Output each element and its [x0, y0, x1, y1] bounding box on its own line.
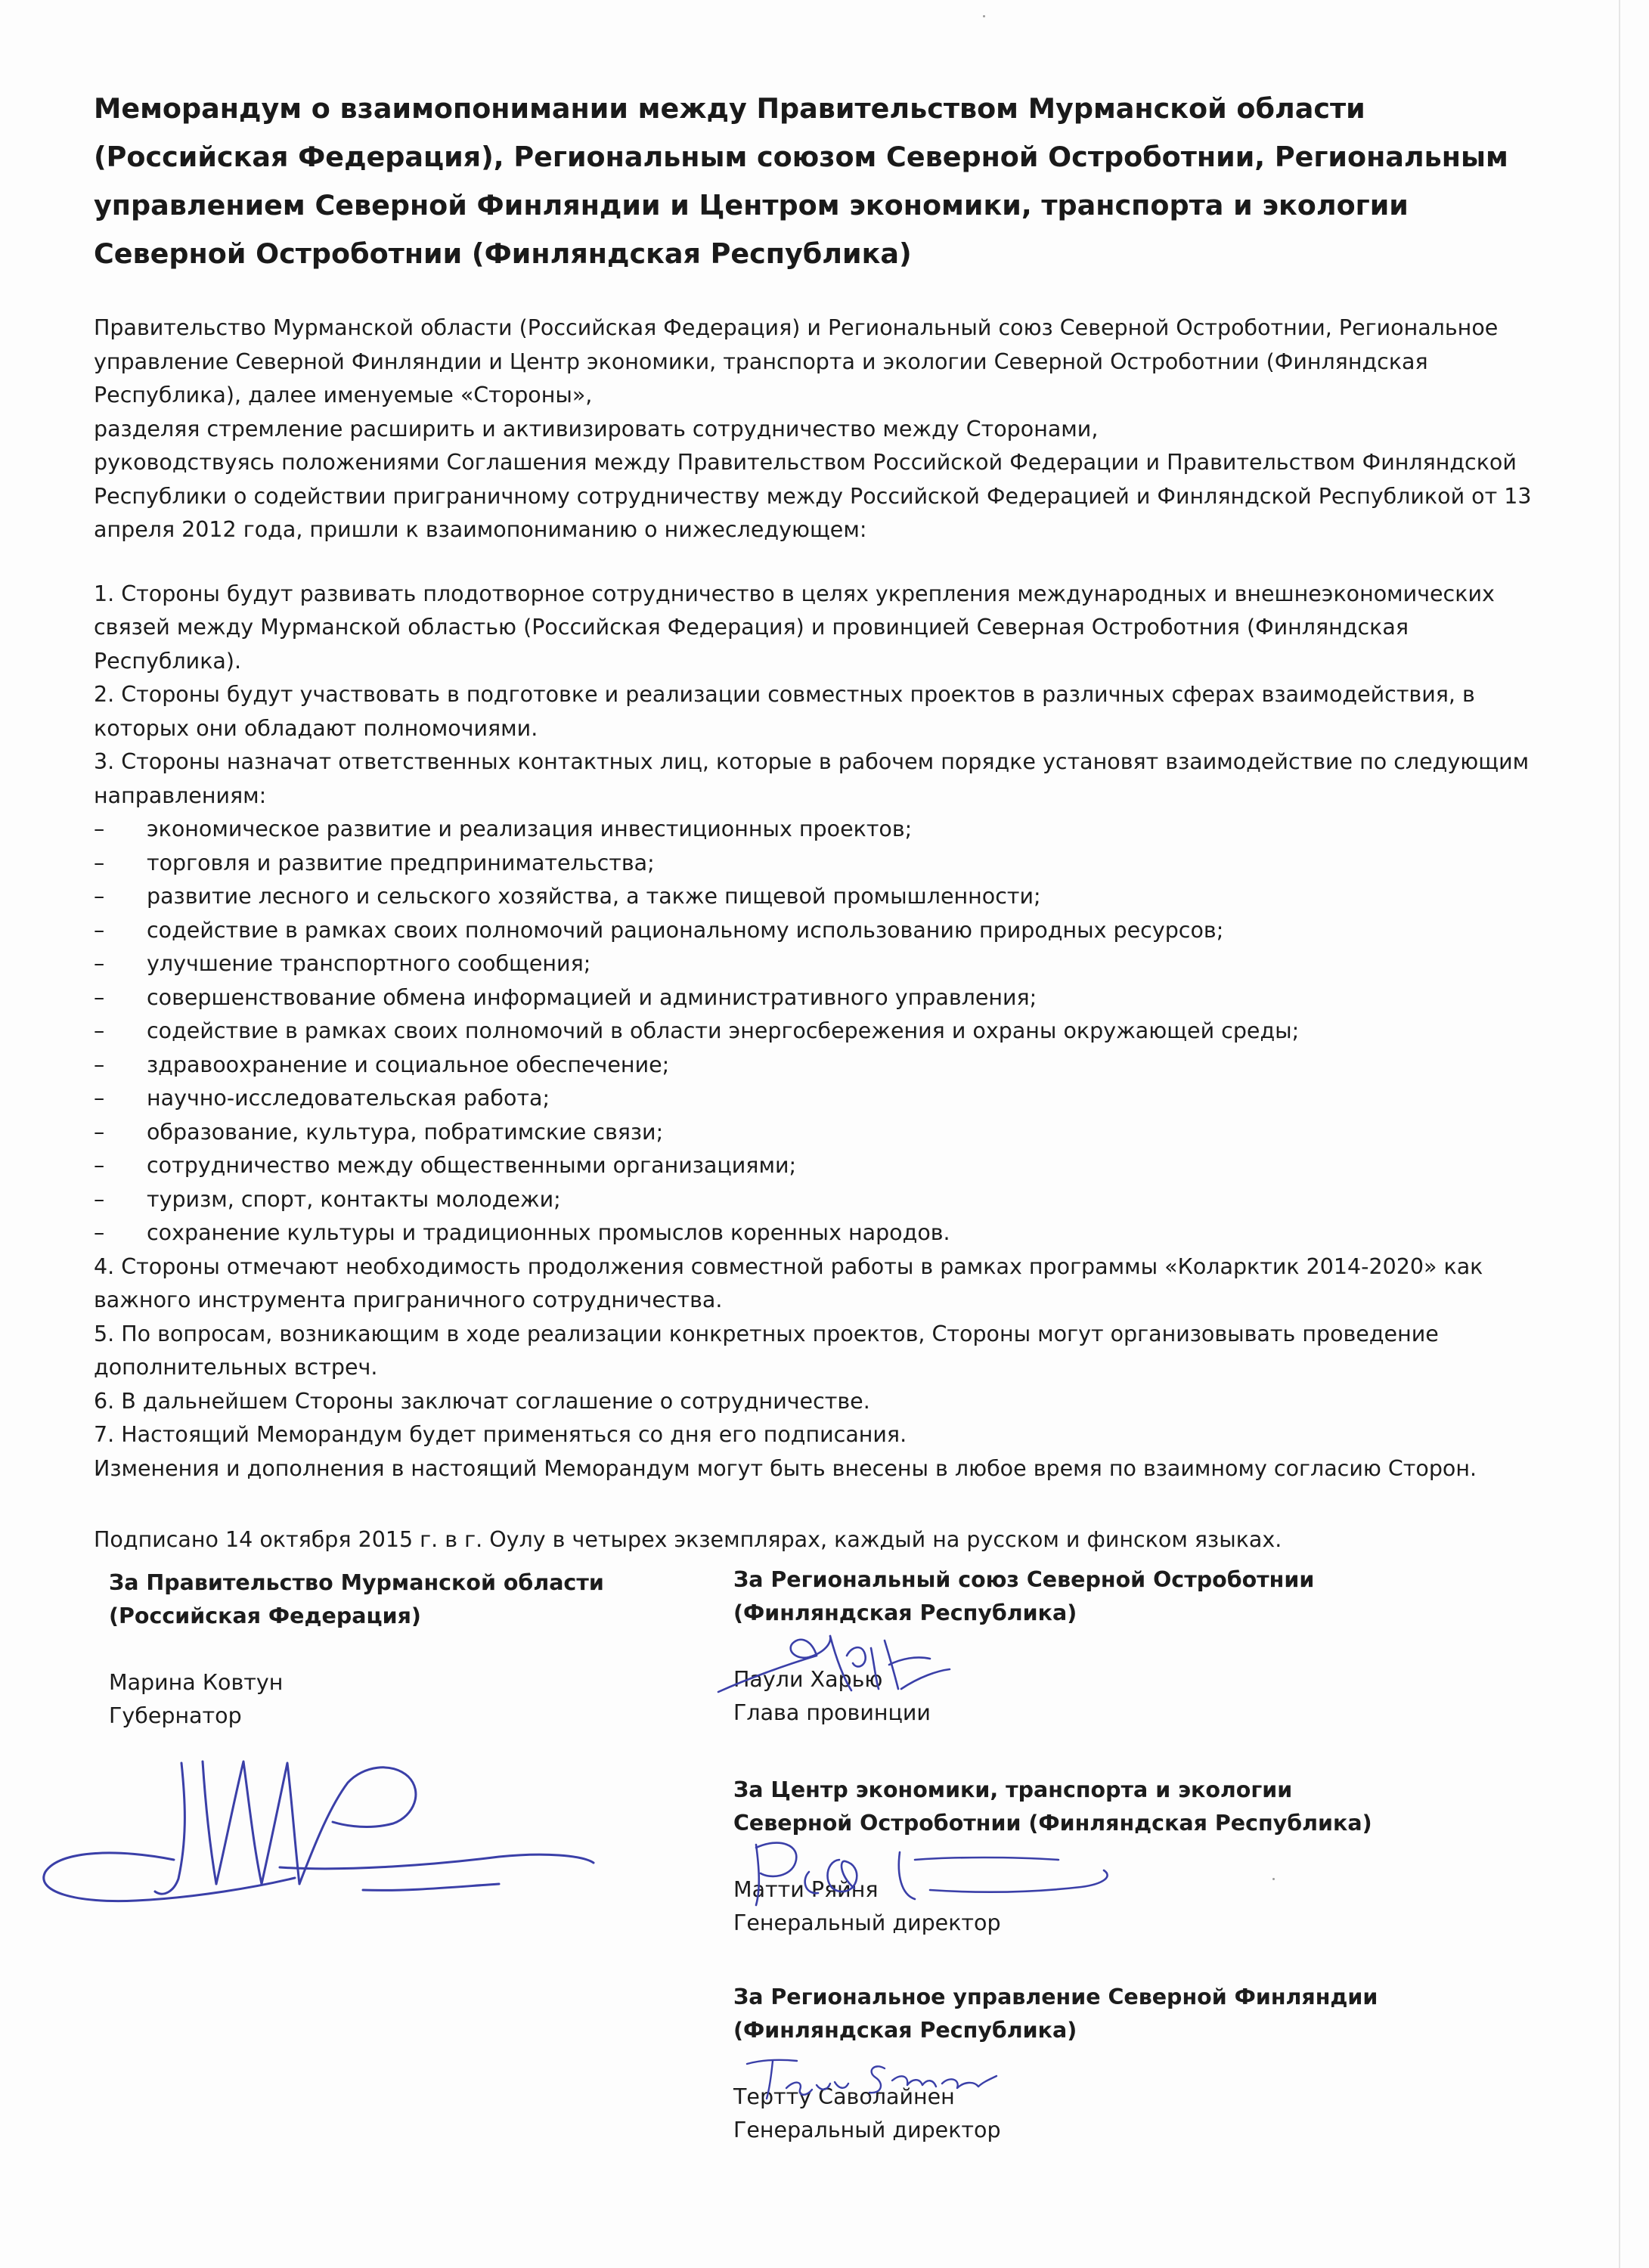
list-item: – торговля и развитие предпринимательства; — [94, 850, 655, 875]
preamble — [94, 311, 1553, 547]
list-item: – сохранение культуры и традиционных промыслов коренных народов. — [94, 1220, 950, 1245]
list-item: – сотрудничество между общественными организациями; — [94, 1153, 797, 1178]
scan-speck — [983, 15, 985, 17]
preamble-basis: руководствуясь положениями Соглашения между Правительством Российской Федерации и Правительством Финляндской Республики о содействии приграничному сотрудничеству между Российской Федерацией и Финляндской Республикой от 13 апреля 2012 года, пришли к взаимопониманию о нижеследующем: — [94, 450, 1532, 542]
list-item: – улучшение транспортного сообщения; — [94, 951, 591, 976]
signatory-name: Паули Харью — [733, 1667, 883, 1692]
clause-5: 5. По вопросам, возникающим в ходе реализации конкретных проектов, Стороны могут организовывать проведение дополнительных встреч. — [94, 1321, 1439, 1380]
signatory-position: Генеральный директор — [733, 1910, 1001, 1935]
clause-7: 7. Настоящий Меморандум будет применяться со дня его подписания. — [94, 1422, 907, 1447]
signatory-header: Северной Остроботнии (Финляндская Республика) — [733, 1811, 1372, 1836]
signing-note: Подписано 14 октября 2015 г. в г. Оулу в четырех экземплярах, каждый на русском и финском языках. — [94, 1527, 1282, 1552]
signatory-header: За Правительство Мурманской области — [109, 1570, 604, 1595]
handwritten-signature-raynya — [726, 1830, 1134, 1913]
signatory-header: (Финляндская Республика) — [733, 1600, 1077, 1625]
handwritten-signature-savolainen — [733, 2046, 1006, 2106]
signatory-header: (Финляндская Республика) — [733, 2018, 1077, 2043]
signatory-position: Губернатор — [109, 1703, 242, 1728]
list-item: – туризм, спорт, контакты молодежи; — [94, 1186, 561, 1212]
list-item: – содействие в рамках своих полномочий в области энергосбережения и охраны окружающей среды; — [94, 1018, 1300, 1043]
amendments-clause: Изменения и дополнения в настоящий Меморандум могут быть внесены в любое время по взаимному согласию Сторон. — [94, 1455, 1477, 1481]
handwritten-signature-harju — [703, 1625, 953, 1709]
signatory-position: Генеральный директор — [733, 2118, 1001, 2143]
handwritten-signature-kovtun — [30, 1716, 605, 1913]
clause-4: 4. Стороны отмечают необходимость продолжения совместной работы в рамках программы «Коларктик 2014-2020» как важного инструмента приграничного сотрудничества. — [94, 1253, 1483, 1312]
signatory-name: Матти Ряйня — [733, 1877, 879, 1902]
clause-3: 3. Стороны назначат ответственных контактных лиц, которые в рабочем порядке установят взаимодействие по следующим направлениям: — [94, 749, 1530, 808]
list-item: – образование, культура, побратимские связи; — [94, 1119, 664, 1145]
cooperation-areas-list — [94, 813, 1553, 1250]
document-body — [94, 85, 1553, 1557]
signatory-header: (Российская Федерация) — [109, 1603, 421, 1628]
clause-1: 1. Стороны будут развивать плодотворное сотрудничество в целях укрепления международных и внешнеэкономических связей между Мурманской областью (Российская Федерация) и провинцией Северная Остроботния (Финляндская Республика). — [94, 581, 1495, 674]
list-item: – совершенствование обмена информацией и административного управления; — [94, 984, 1037, 1010]
clause-6: 6. В дальнейшем Стороны заключат соглашение о сотрудничестве. — [94, 1388, 870, 1414]
signatory-header: За Центр экономики, транспорта и экологии — [733, 1777, 1293, 1802]
scan-edge — [1619, 0, 1620, 2268]
signatory-murmansk — [109, 1566, 604, 1733]
signatory-header: За Региональное управление Северной Финляндии — [733, 1984, 1378, 2009]
list-item: – экономическое развитие и реализация инвестиционных проектов; — [94, 816, 913, 841]
list-item: – научно-исследовательская работа; — [94, 1086, 550, 1111]
list-item: – содействие в рамках своих полномочий рациональному использованию природных ресурсов; — [94, 917, 1224, 943]
signatory-name: Марина Ковтун — [109, 1670, 284, 1695]
signatory-position: Глава провинции — [733, 1700, 931, 1725]
signatory-header: За Региональный союз Северной Остроботнии — [733, 1567, 1315, 1592]
clause-2: 2. Стороны будут участвовать в подготовке и реализации совместных проектов в различных сферах взаимодействия, в которых они обладают полномочиями. — [94, 682, 1475, 741]
document-title: Меморандум о взаимопонимании между Правительством Мурманской области (Российская Федерация), Региональным союзом Северной Остроботнии, Региональным управлением Северной Финляндии и Центром экономики, транспорта и экологии Северной Остроботнии (Финляндская Республика) — [94, 92, 1508, 270]
signatory-name: Тертту Саволайнен — [733, 2084, 955, 2109]
list-item: – здравоохранение и социальное обеспечение; — [94, 1052, 670, 1077]
preamble-intent: разделяя стремление расширить и активизировать сотрудничество между Сторонами, — [94, 416, 1099, 442]
preamble-parties: Правительство Мурманской области (Российская Федерация) и Региональный союз Северной Остроботнии, Региональное управление Северной Финляндии и Центр экономики, транспорта и экологии Северной Остроботнии (Финляндская Республика), далее именуемые «Стороны», — [94, 315, 1499, 407]
list-item: – развитие лесного и сельского хозяйства, а также пищевой промышленности; — [94, 884, 1041, 909]
